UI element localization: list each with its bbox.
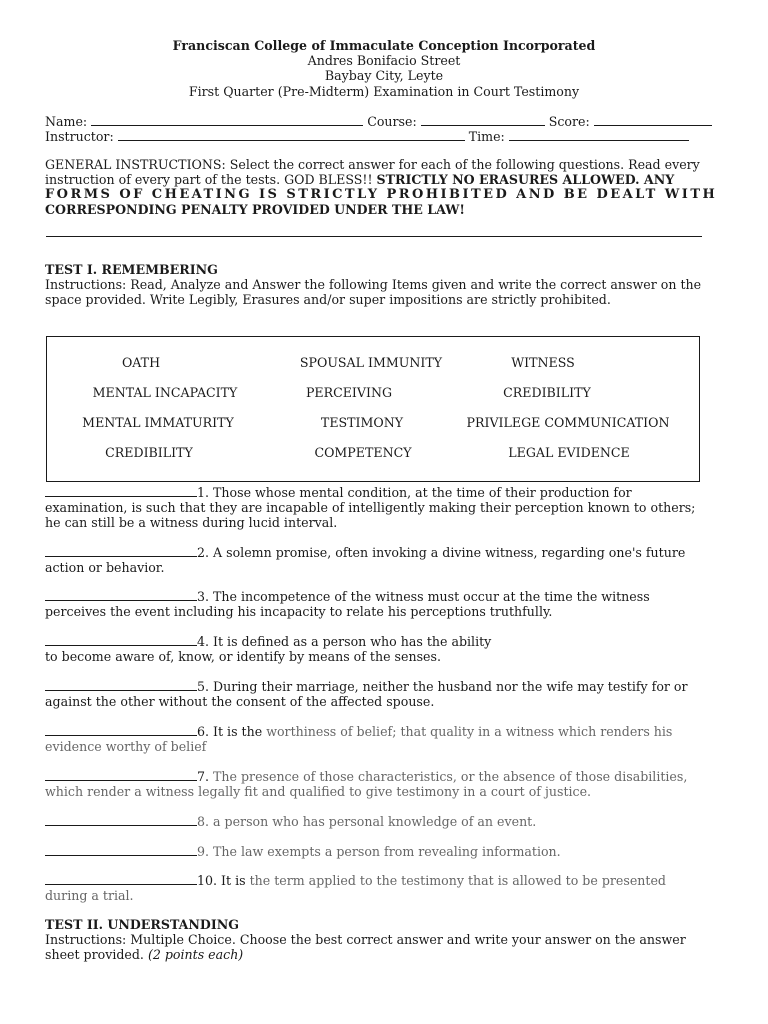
- general-warning-line-4: CORRESPONDING PENALTY PROVIDED UNDER THE LAW!: [45, 202, 465, 217]
- course-field[interactable]: [421, 114, 545, 126]
- test1-instructions-2: space provided. Write Legibly, Erasures and/or super impositions are strictly prohibited.: [45, 292, 611, 307]
- word-bank-item: CREDIBILITY: [105, 445, 193, 460]
- general-warning-start: STRICTLY NO ERASURES ALLOWED. ANY: [376, 172, 675, 187]
- fields-row-1: [45, 114, 723, 129]
- question-7: [45, 769, 723, 799]
- time-field[interactable]: [509, 129, 689, 141]
- question-text-gray: The presence of those characteristics, or the absence of those disabilities,: [213, 769, 688, 784]
- school-street: Andres Bonifacio Street: [307, 53, 461, 68]
- question-text: examination, is such that they are incapable of intelligently making their perception known to others;: [45, 500, 696, 515]
- general-line-1: GENERAL INSTRUCTIONS: Select the correct answer for each of the following questions. Read every: [45, 157, 700, 172]
- question-text-gray: the term applied to the testimony that is allowed to be presented: [249, 873, 666, 888]
- question-text: he can still be a witness during lucid interval.: [45, 515, 338, 530]
- word-bank-item: PRIVILEGE COMMUNICATION: [466, 415, 670, 430]
- divider: [46, 236, 702, 237]
- question-text: 4. It is defined as a person who has the ability: [197, 634, 492, 649]
- question-2: [45, 545, 723, 575]
- word-bank-item: SPOUSAL IMMUNITY: [299, 355, 443, 370]
- question-text-gray: 8. a person who has personal knowledge of an event.: [197, 814, 537, 829]
- word-bank-item: PERCEIVING: [305, 385, 393, 400]
- question-text: to become aware of, know, or identify by means of the senses.: [45, 649, 441, 664]
- question-10: [45, 873, 723, 903]
- test2-title: TEST II. UNDERSTANDING: [45, 917, 239, 932]
- question-3: [45, 589, 723, 619]
- question-5: [45, 679, 723, 709]
- question-text: 10. It is: [197, 873, 250, 888]
- question-text-gray: evidence worthy of belief: [45, 739, 207, 754]
- name-label: Name:: [45, 114, 88, 129]
- word-bank-box: [46, 336, 700, 482]
- time-label: Time:: [468, 129, 505, 144]
- question-text: perceives the event including his incapacity to relate his perceptions truthfully.: [45, 604, 553, 619]
- question-text: against the other without the consent of the affected spouse.: [45, 694, 435, 709]
- test2-instructions-2-text: sheet provided.: [45, 947, 148, 962]
- question-text-gray: worthiness of belief; that quality in a witness which renders his: [266, 724, 673, 739]
- question-text: 1. Those whose mental condition, at the time of their production for: [197, 485, 632, 500]
- question-4: [45, 634, 723, 664]
- general-line-2-text: instruction of every part of the tests. GOD BLESS!!: [45, 172, 377, 187]
- question-text: 2. A solemn promise, often invoking a divine witness, regarding one's future: [197, 545, 686, 560]
- answer-blank[interactable]: [45, 680, 197, 691]
- name-field[interactable]: [91, 114, 363, 126]
- word-bank-item: MENTAL IMMATURITY: [82, 415, 234, 430]
- word-bank-item: CREDIBILITY: [503, 385, 591, 400]
- exam-title: First Quarter (Pre-Midterm) Examination in Court Testimony: [188, 84, 580, 99]
- question-text: 3. The incompetence of the witness must occur at the time the witness: [197, 589, 650, 604]
- question-text: 7.: [197, 769, 214, 784]
- points-note: (2 points each): [147, 947, 244, 962]
- answer-blank[interactable]: [45, 725, 197, 736]
- question-text: 6. It is the: [197, 724, 267, 739]
- general-warning-line-3: FORMS OF CHEATING IS STRICTLY PROHIBITED AND BE DEALT WITH: [45, 187, 718, 202]
- question-8: [45, 814, 723, 829]
- school-name: Franciscan College of Immaculate Conception Incorporated: [172, 38, 596, 53]
- answer-blank[interactable]: [45, 635, 197, 646]
- word-bank-item: MENTAL INCAPACITY: [92, 385, 238, 400]
- question-9: [45, 844, 723, 859]
- word-bank-item: WITNESS: [511, 355, 575, 370]
- test1-title: TEST I. REMEMBERING: [45, 262, 218, 277]
- score-field[interactable]: [594, 114, 712, 126]
- question-text: action or behavior.: [45, 560, 165, 575]
- question-1: [45, 485, 723, 530]
- answer-blank[interactable]: [45, 486, 197, 497]
- fields-row-2: [45, 129, 723, 144]
- general-line-2: [45, 172, 723, 187]
- answer-blank[interactable]: [45, 874, 197, 885]
- instructor-label: Instructor:: [45, 129, 114, 144]
- word-bank-item: LEGAL EVIDENCE: [508, 445, 630, 460]
- question-text-gray: 9. The law exempts a person from revealing information.: [197, 844, 561, 859]
- answer-blank[interactable]: [45, 546, 197, 557]
- word-bank-item: OATH: [121, 355, 161, 370]
- test2-instructions-1: Instructions: Multiple Choice. Choose the best correct answer and write your answer on the answer: [45, 932, 686, 947]
- answer-blank[interactable]: [45, 770, 197, 781]
- answer-blank[interactable]: [45, 590, 197, 601]
- question-text: 5. During their marriage, neither the husband nor the wife may testify for or: [197, 679, 688, 694]
- school-city: Baybay City, Leyte: [324, 68, 444, 83]
- score-label: Score:: [548, 114, 590, 129]
- test1-instructions-1: Instructions: Read, Analyze and Answer the following Items given and write the correct answer on the: [45, 277, 702, 292]
- word-bank-item: TESTIMONY: [320, 415, 404, 430]
- instructor-field[interactable]: [118, 129, 465, 141]
- answer-blank[interactable]: [45, 845, 197, 856]
- course-label: Course:: [367, 114, 417, 129]
- answer-blank[interactable]: [45, 815, 197, 826]
- question-text-gray: during a trial.: [45, 888, 134, 903]
- test2-instructions-2: [45, 947, 723, 962]
- question-text-gray: which render a witness legally fit and qualified to give testimony in a court of justice.: [45, 784, 592, 799]
- word-bank-item: COMPETENCY: [314, 445, 412, 460]
- question-6: [45, 724, 723, 754]
